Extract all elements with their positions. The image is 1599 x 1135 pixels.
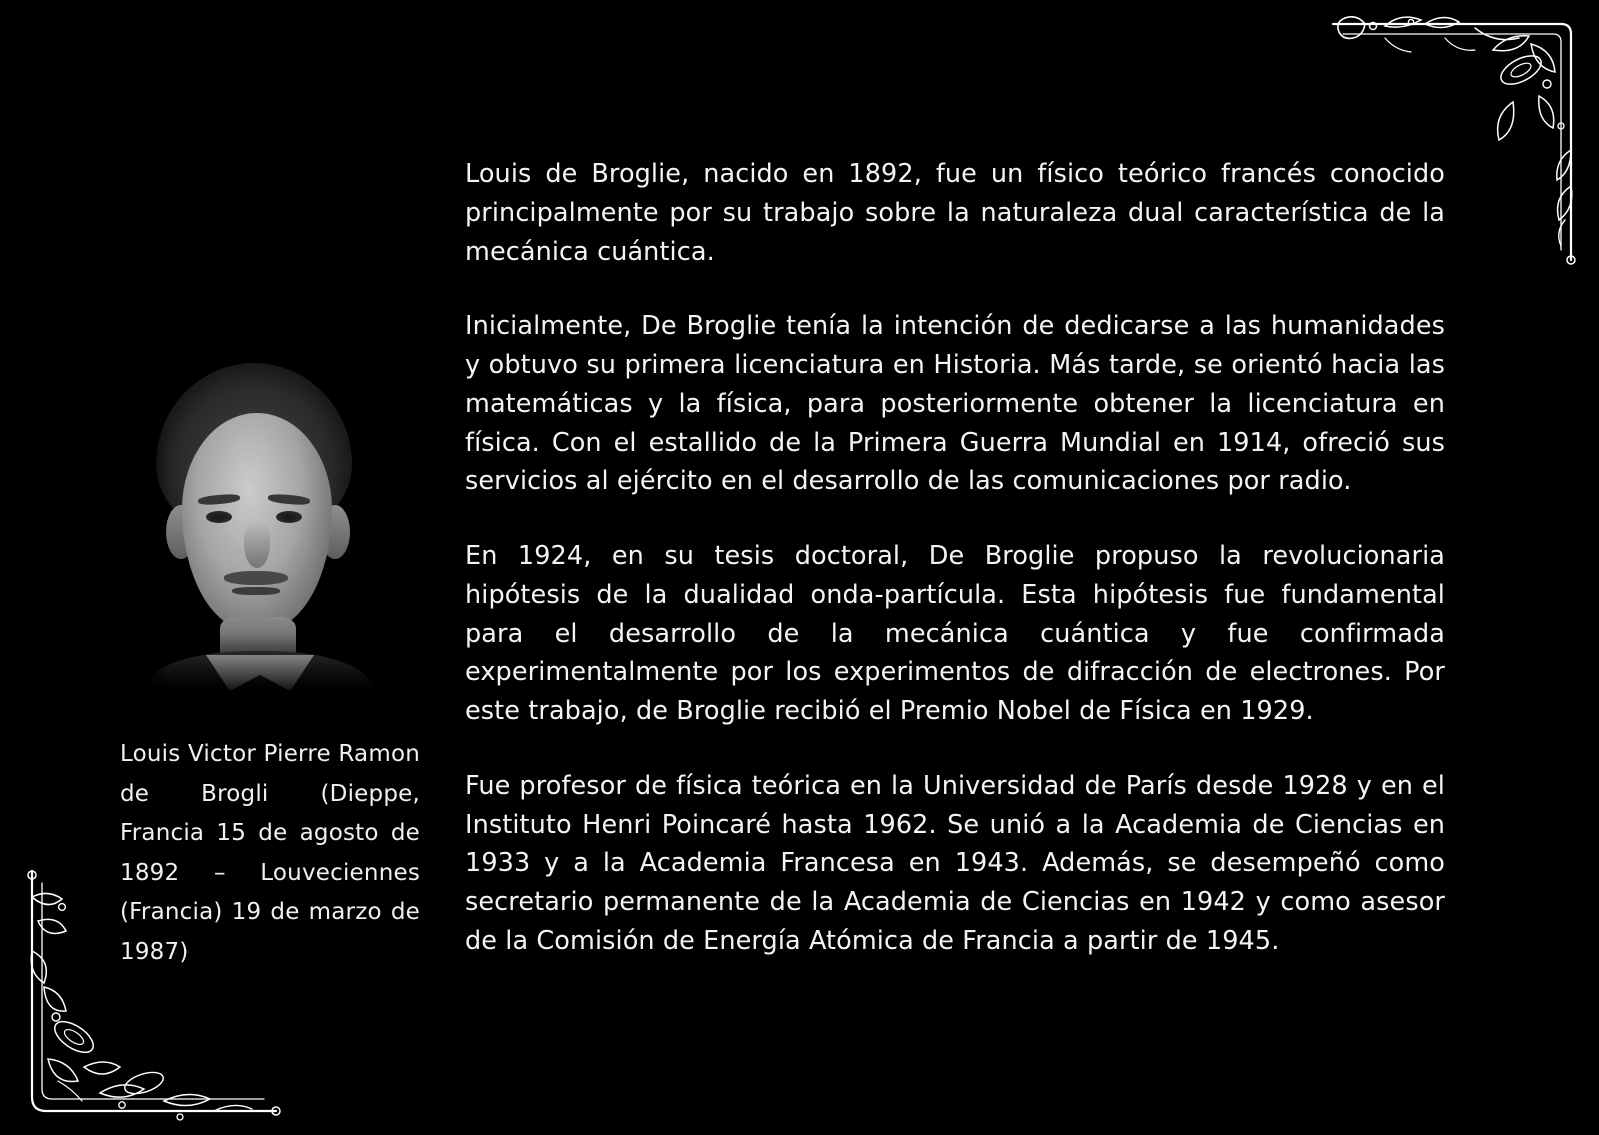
- portrait-image: [120, 355, 420, 705]
- paragraph-3: En 1924, en su tesis doctoral, De Broglie propuso la revolucionaria hipótesis de la dualidad onda-partícula. Esta hipótesis fue fundamental para el desarrollo de la mecánica cuántica y fue confirmada experimentalmente por los experimentos de difracción de electrones. Por este trabajo, de Broglie recibió el Premio Nobel de Física en 1929.: [465, 541, 1445, 726]
- portrait-bottom-fade: [120, 635, 420, 705]
- portrait-louis-de-broglie: [120, 355, 420, 705]
- paragraph-1: Louis de Broglie, nacido en 1892, fue un físico teórico francés conocido principalmente por su trabajo sobre la naturaleza dual característica de la mecánica cuántica.: [465, 159, 1445, 267]
- paragraph-4: Fue profesor de física teórica en la Universidad de París desde 1928 y en el Instituto Henri Poincaré hasta 1962. Se unió a la Academia de Ciencias en 1933 y a la Academia Francesa en 1943. Además, se desempeñó como secretario permanente de la Academia de Ciencias en 1942 y como asesor de la Comisión de Energía Atómica de Francia a partir de 1945.: [465, 770, 1445, 956]
- article-body: [465, 155, 1445, 961]
- portrait-caption: Louis Victor Pierre Ramon de Brogli (Dieppe, Francia 15 de agosto de 1892 – Louveciennes (Francia) 19 de marzo de 1987): [120, 741, 420, 965]
- paragraph-2: Inicialmente, De Broglie tenía la intención de dedicarse a las humanidades y obtuvo su primera licenciatura en Historia. Más tarde, se orientó hacia las matemáticas y la física, para posteriormente obtener la licenciatura en física. Con el estallido de la Primera Guerra Mundial en 1914, ofreció sus servicios al ejército en el desarrollo de las comunicaciones por radio.: [465, 311, 1445, 497]
- portrait-column: [120, 355, 425, 972]
